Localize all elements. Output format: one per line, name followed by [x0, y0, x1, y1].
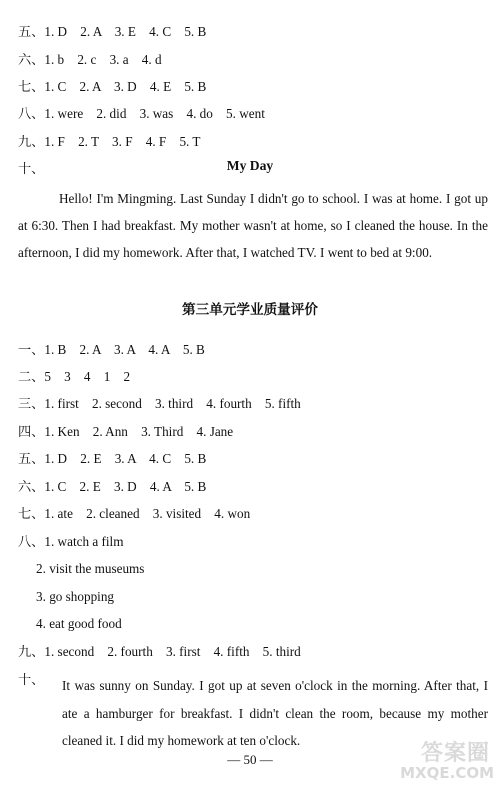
- answer-line: 五、1. D 2. E 3. A 4. C 5. B: [18, 451, 207, 466]
- essay-paragraph: Hello! I'm Mingming. Last Sunday I didn't go to school. I was at home. I got up at 6:30. Then I had breakfast. My mother wasn't at home, so I cleaned the house. In the afternoon, I did my homework. After that, I watched TV. I went to bed at 9:00.: [18, 191, 488, 260]
- answer-subline: 3. go shopping: [36, 589, 115, 604]
- answer-line: 七、1. ate 2. cleaned 3. visited 4. won: [18, 506, 251, 521]
- unit-title: 第三单元学业质量评价: [182, 302, 318, 317]
- answer-line: 四、1. Ken 2. Ann 3. Third 4. Jane: [18, 424, 234, 439]
- answer-line: 八、1. watch a film: [18, 534, 124, 549]
- answer-line: 一、1. B 2. A 3. A 4. A 5. B: [18, 342, 205, 357]
- answer-subline: 2. visit the museums: [36, 561, 145, 576]
- watermark-bottom: MXQE.COM: [400, 764, 494, 782]
- answer-line: 九、1. second 2. fourth 3. first 4. fifth 5. third: [18, 644, 301, 659]
- answer-line: 六、1. C 2. E 3. D 4. A 5. B: [18, 479, 207, 494]
- watermark-top: 答案圈: [420, 741, 490, 766]
- essay-title: My Day: [226, 158, 274, 173]
- section-marker: 十、: [18, 161, 45, 176]
- answer-line: 五、1. D 2. A 3. E 4. C 5. B: [18, 24, 207, 39]
- watermark-logo: [402, 736, 494, 782]
- answer-line: 三、1. first 2. second 3. third 4. fourth 5. fifth: [18, 396, 301, 411]
- answer-line: 二、5 3 4 1 2: [18, 369, 131, 384]
- answer-subline: 4. eat good food: [36, 616, 122, 631]
- answer-line: 六、1. b 2. c 3. a 4. d: [18, 52, 162, 67]
- answer-line: 九、1. F 2. T 3. F 4. F 5. T: [18, 134, 201, 149]
- section-marker: 十、: [18, 672, 45, 687]
- final-paragraph: It was sunny on Sunday. I got up at seven o'clock in the morning. After that, I ate a hamburger for breakfast. I didn't clean the room, because my mother cleaned it. I did my homework at ten o'clock.: [62, 678, 488, 748]
- page-number: — 50 —: [227, 752, 273, 767]
- answer-line: 七、1. C 2. A 3. D 4. E 5. B: [18, 79, 207, 94]
- answer-line: 八、1. were 2. did 3. was 4. do 5. went: [18, 106, 265, 121]
